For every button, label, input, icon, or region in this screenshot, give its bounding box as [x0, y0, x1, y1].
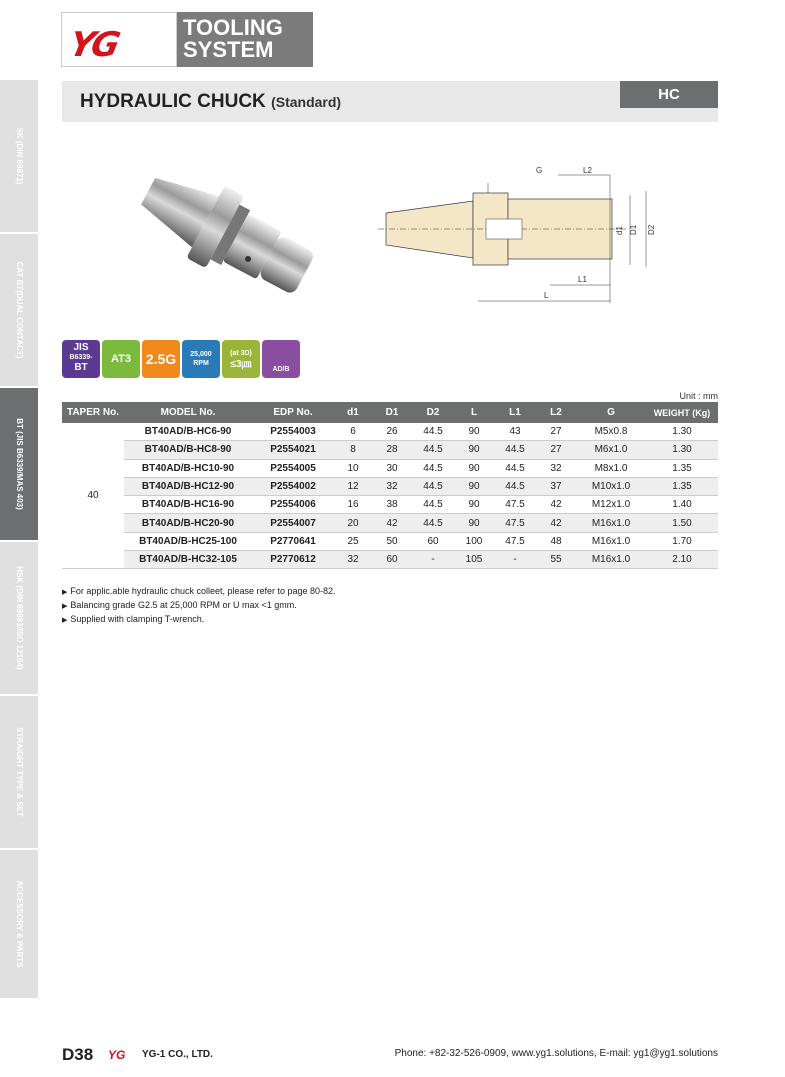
- table-cell: BT40AD/B-HC16-90: [124, 496, 252, 514]
- col-D1: D1: [372, 402, 412, 423]
- table-cell: 90: [454, 514, 494, 532]
- table-cell: 60: [372, 551, 412, 569]
- table-cell: 1.30: [646, 441, 718, 459]
- table-cell: 50: [372, 532, 412, 550]
- table-row: [62, 477, 718, 495]
- runout-icon: (at 3D) ≤3㎛: [222, 340, 260, 378]
- table-cell: 90: [454, 459, 494, 477]
- table-cell: 16: [334, 496, 372, 514]
- table-cell: 27: [536, 423, 576, 441]
- col-edp: EDP No.: [252, 402, 334, 423]
- label-l2: L2: [583, 166, 592, 175]
- spec-table: [62, 402, 718, 569]
- label-g: G: [536, 166, 543, 175]
- table-cell: 44.5: [412, 514, 454, 532]
- table-cell: 37: [536, 477, 576, 495]
- table-cell: 60: [412, 532, 454, 550]
- unit-label: Unit : mm: [679, 391, 718, 401]
- col-weight: WEIGHT (Kg): [646, 402, 718, 423]
- table-cell: 44.5: [412, 459, 454, 477]
- table-cell: P2770641: [252, 532, 334, 550]
- coolant-icon: AD/B: [262, 340, 300, 378]
- table-cell: M6x1.0: [576, 441, 646, 459]
- col-L1: L1: [494, 402, 536, 423]
- table-cell: 44.5: [412, 441, 454, 459]
- table-cell: 26: [372, 423, 412, 441]
- table-cell: M16x1.0: [576, 551, 646, 569]
- col-D2: D2: [412, 402, 454, 423]
- page-subtitle: (Standard): [271, 94, 342, 110]
- rpm-icon: 25,000 RPM: [182, 340, 220, 378]
- table-cell: 32: [372, 477, 412, 495]
- table-cell: P2554007: [252, 514, 334, 532]
- brand-logo: [61, 12, 313, 67]
- col-d1: d1: [334, 402, 372, 423]
- jis-standard-icon: JIS B6339- BT: [62, 340, 100, 378]
- col-L: L: [454, 402, 494, 423]
- table-cell: 1.50: [646, 514, 718, 532]
- balance-grade-icon: 2.5G: [142, 340, 180, 378]
- table-cell: 43: [494, 423, 536, 441]
- table-cell: BT40AD/B-HC20-90: [124, 514, 252, 532]
- col-model: MODEL No.: [124, 402, 252, 423]
- table-cell: 8: [334, 441, 372, 459]
- table-cell: 47.5: [494, 496, 536, 514]
- taper-cell: 40: [62, 423, 124, 569]
- table-row: [62, 514, 718, 532]
- table-cell: M10x1.0: [576, 477, 646, 495]
- table-cell: 6: [334, 423, 372, 441]
- category-tab-hc: HC: [620, 81, 718, 108]
- col-taper: TAPER No.: [62, 402, 124, 423]
- table-cell: M16x1.0: [576, 532, 646, 550]
- table-cell: 55: [536, 551, 576, 569]
- label-l1: L1: [578, 275, 587, 284]
- table-cell: 1.30: [646, 423, 718, 441]
- note-item: ▶ Balancing grade G2.5 at 25,000 RPM or U max <1 gmm.: [62, 599, 336, 613]
- table-cell: -: [494, 551, 536, 569]
- table-cell: 27: [536, 441, 576, 459]
- table-cell: P2554003: [252, 423, 334, 441]
- table-cell: P2770612: [252, 551, 334, 569]
- table-cell: 44.5: [494, 477, 536, 495]
- table-cell: 28: [372, 441, 412, 459]
- footer: [62, 1043, 718, 1065]
- table-cell: BT40AD/B-HC6-90: [124, 423, 252, 441]
- table-cell: BT40AD/B-HC25-100: [124, 532, 252, 550]
- table-cell: 12: [334, 477, 372, 495]
- side-tab-bt[interactable]: BT (JIS B6339/MAS 403): [0, 388, 38, 542]
- label-D1: D1: [629, 224, 638, 235]
- table-cell: 44.5: [412, 496, 454, 514]
- table-cell: 32: [536, 459, 576, 477]
- note-item: ▶ Supplied with clamping T-wrench.: [62, 613, 336, 627]
- table-cell: 90: [454, 496, 494, 514]
- table-cell: 42: [536, 514, 576, 532]
- table-cell: 25: [334, 532, 372, 550]
- table-cell: 2.10: [646, 551, 718, 569]
- label-l: L: [544, 291, 549, 300]
- table-row: [62, 532, 718, 550]
- table-cell: -: [412, 551, 454, 569]
- table-cell: 44.5: [494, 459, 536, 477]
- table-cell: BT40AD/B-HC8-90: [124, 441, 252, 459]
- table-cell: BT40AD/B-HC10-90: [124, 459, 252, 477]
- table-cell: 47.5: [494, 514, 536, 532]
- table-cell: P2554002: [252, 477, 334, 495]
- table-cell: 47.5: [494, 532, 536, 550]
- table-cell: 90: [454, 423, 494, 441]
- table-cell: 30: [372, 459, 412, 477]
- col-g: G: [576, 402, 646, 423]
- contact-info: Phone: +82-32-526-0909, www.yg1.solutions, E-mail: yg1@yg1.solutions: [394, 1048, 718, 1059]
- note-item: ▶ For applic.able hydraulic chuck colleet, please refer to page 80-82.: [62, 585, 336, 599]
- table-cell: 1.35: [646, 477, 718, 495]
- table-cell: 90: [454, 477, 494, 495]
- table-row: [62, 441, 718, 459]
- table-row: [62, 496, 718, 514]
- table-cell: 20: [334, 514, 372, 532]
- col-L2: L2: [536, 402, 576, 423]
- table-cell: M12x1.0: [576, 496, 646, 514]
- notes: [62, 585, 336, 627]
- table-cell: 1.40: [646, 496, 718, 514]
- side-tab-straight[interactable]: STRAIGHT TYPE & SET: [0, 696, 38, 850]
- table-cell: P2554021: [252, 441, 334, 459]
- label-d1: d1: [615, 226, 624, 235]
- table-cell: 42: [372, 514, 412, 532]
- table-cell: P2554006: [252, 496, 334, 514]
- table-cell: 42: [536, 496, 576, 514]
- table-cell: 48: [536, 532, 576, 550]
- label-D2: D2: [647, 224, 656, 235]
- technical-drawing: [378, 163, 670, 308]
- table-cell: 44.5: [412, 423, 454, 441]
- yg-logo-mark: YG: [61, 12, 177, 67]
- table-cell: 10: [334, 459, 372, 477]
- page-title: HYDRAULIC CHUCK (Standard): [80, 91, 342, 112]
- table-cell: 44.5: [494, 441, 536, 459]
- table-cell: BT40AD/B-HC12-90: [124, 477, 252, 495]
- table-cell: 1.35: [646, 459, 718, 477]
- footer-logo: YG: [108, 1048, 126, 1062]
- table-cell: 105: [454, 551, 494, 569]
- table-cell: P2554005: [252, 459, 334, 477]
- table-cell: M5x0.8: [576, 423, 646, 441]
- side-tab-accessory[interactable]: ACCESSORY & PARTS: [0, 850, 38, 1000]
- table-cell: BT40AD/B-HC32-105: [124, 551, 252, 569]
- table-cell: 32: [334, 551, 372, 569]
- table-row: [62, 551, 718, 569]
- tooling-system-label: TOOLING SYSTEM: [177, 12, 313, 67]
- table-header-row: [62, 402, 718, 423]
- page-number: D38: [62, 1045, 94, 1064]
- table-cell: 38: [372, 496, 412, 514]
- company-name: YG-1 CO., LTD.: [142, 1049, 213, 1060]
- table-cell: 90: [454, 441, 494, 459]
- table-row: [62, 423, 718, 441]
- table-cell: M16x1.0: [576, 514, 646, 532]
- side-tab-hsk[interactable]: HSK (DIN 69893/ISO 12164): [0, 542, 38, 696]
- table-cell: 1.70: [646, 532, 718, 550]
- table-row: [62, 459, 718, 477]
- side-tab-sk[interactable]: SK (DIN 69871): [0, 80, 38, 234]
- table-cell: M8x1.0: [576, 459, 646, 477]
- side-tab-cat[interactable]: CAT BT(DUAL CONTACT): [0, 234, 38, 388]
- at3-icon: AT3: [102, 340, 140, 378]
- table-cell: 100: [454, 532, 494, 550]
- product-photo: [118, 145, 333, 320]
- table-cell: 44.5: [412, 477, 454, 495]
